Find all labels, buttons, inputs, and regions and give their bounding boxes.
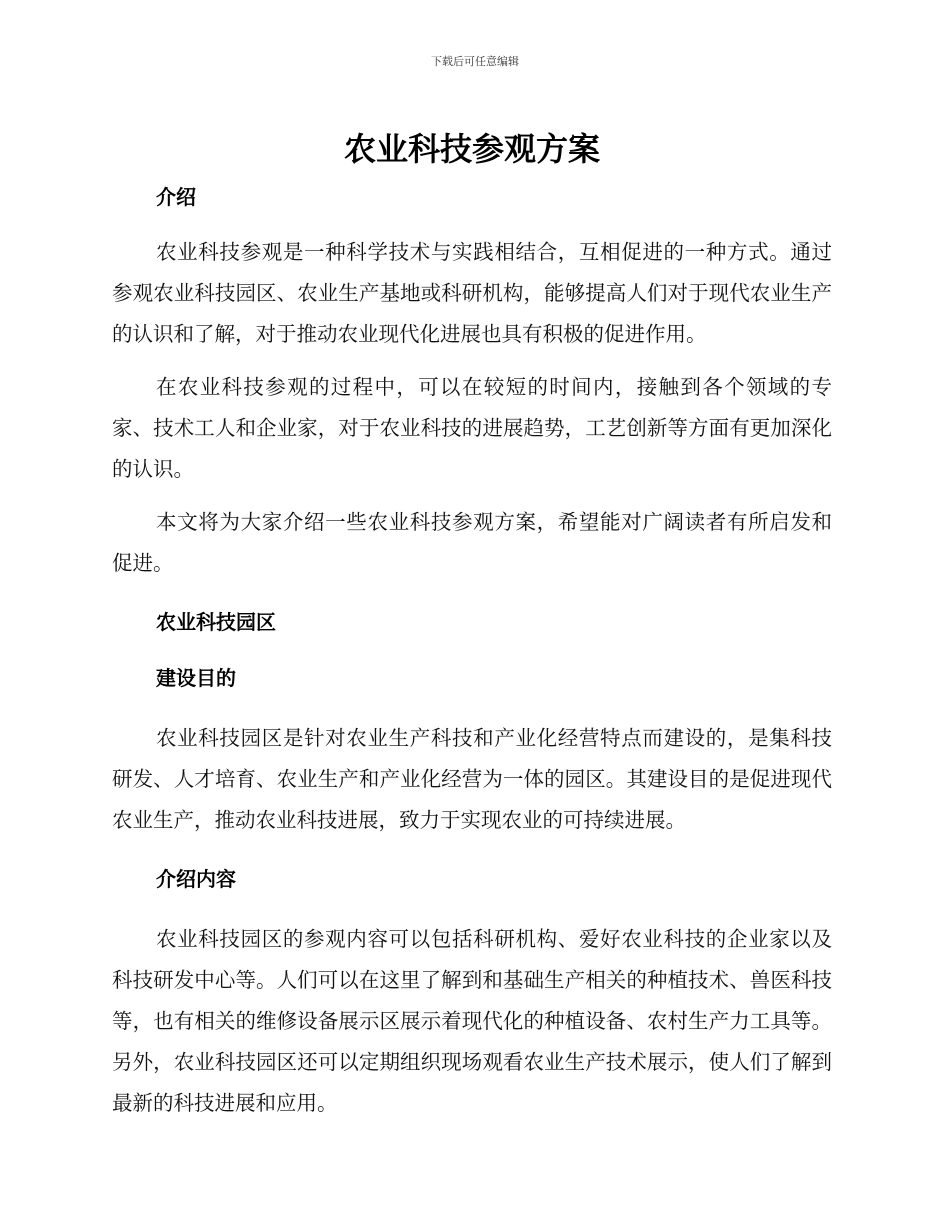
paragraph-intro-3: 本文将为大家介绍一些农业科技参观方案，希望能对广阔读者有所启发和促进。 [112,510,832,575]
header-note: 下载后可任意编辑 [431,55,519,68]
paragraph-goal: 农业科技园区是针对农业生产科技和产业化经营特点而建设的，是集科技研发、人才培育、农业生产和产业化经营为一体的园区。其建设目的是促进现代农业生产，推动农业科技进展，致力于实现农业的可持续进展。 [112,726,832,832]
subsection-heading-content: 介绍内容 [156,867,236,891]
section-heading-intro: 介绍 [156,185,196,209]
document-title: 农业科技参观方案 [343,130,600,168]
subsection-heading-goal: 建设目的 [156,666,236,690]
paragraph-content: 农业科技园区的参观内容可以包括科研机构、爱好农业科技的企业家以及科技研发中心等。人们可以在这里了解到和基础生产相关的种植技术、兽医科技等，也有相关的维修设备展示区展示着现代化的种植设备、农村生产力工具等。另外，农业科技园区还可以定期组织现场观看农业生产技术展示，使人们了解到最新的科技进展和应用。 [112,927,832,1115]
section-heading-park: 农业科技园区 [156,610,276,634]
document-content [112,126,832,1124]
paragraph-intro-1: 农业科技参观是一种科学技术与实践相结合，互相促进的一种方式。通过参观农业科技园区、农业生产基地或科研机构，能够提高人们对于现代农业生产的认识和了解，对于推动农业现代化进展也具有积极的促进作用。 [112,240,832,346]
paragraph-intro-2: 在农业科技参观的过程中，可以在较短的时间内，接触到各个领域的专家、技术工人和企业家，对于农业科技的进展趋势，工艺创新等方面有更加深化的认识。 [112,375,832,481]
